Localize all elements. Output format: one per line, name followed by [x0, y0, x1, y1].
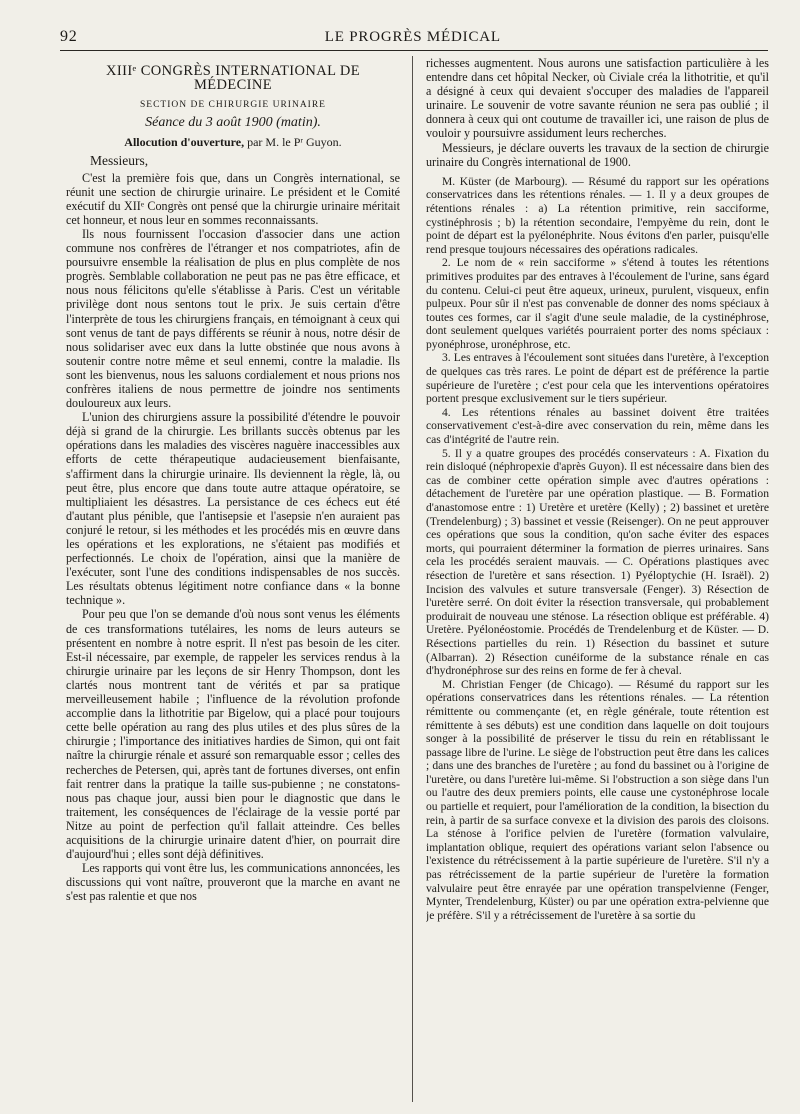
fenger-report: M. Christian Fenger (de Chicago). — Résumé du rapport sur les opérations conservatrices dans les rétentions rénales. — La rétention rémittente ou commençante (et, en règle générale, toute rétention est rémittente à ses débuts) est une condition dans laquelle on doit toujours songer à la possibilité de préserver le tissu du rein en rétablissant le passage libre de l'urine. Le siège de l'obstruction peut être dans les calices ; dans une des branches de l'uretère ; au fond du bassinet ou à l'origine de l'uretère, ou dans l'uretère lui-même. Si l'obstruction a son siège dans l'un ou l'autre des deux premiers points, elle cause une cystonéphrose locale ou partielle et requiert, pour l'amélioration de la condition, la bisection du rein, à partir de sa surface convexe et la division des parois des cloisons. La sténose à l'orifice pelvien de l'uretère (formation valvulaire, implantation oblique, requiert des opérations variant selon l'absence ou l'existence du rétrécissement à la partie supérieure de l'uretère. S'il n'y a pas rétrécissement de la partie supérieur de l'uretère la formation valvulaire peut être enrayée par une opération transpelvienne (Fenger, Mynter, Trendelenburg, Küster) ou par une opération extra-pelvienne que je préfère. S'il y a rétrécissement de l'uretère à sa sortie du [426, 677, 769, 922]
allocution-heading [66, 135, 400, 149]
kuster-report: M. Küster (de Marbourg). — Résumé du rapport sur les opérations conservatrices dans les rétentions rénales. — 1. Il y a deux groupes de rétentions rénales : a) La rétention primitive, rein sacciforme, cystinéphrosis ; b) la rétention secondaire, l'empyème du rein, dont le point de départ est la pyélonéphrite. Nous évitons d'en parler, puisqu'elle rend presque toujours nécessaires des opérations radicales. [426, 174, 769, 256]
right-paragraph: 2. Le nom de « rein sacciforme » s'étend à toutes les rétentions primitives produites par des entraves à l'écoulement de l'urine, sans égard du contenu. Celui-ci peut être aqueux, urineux, purulent, visqueux, enfin pulpeux. Pour sûr il n'est pas convenable de donner des noms spéciaux à toutes ces formes, car il s'agit d'une seule maladie, de la cystinéphrose, dont seulement quelques variétés pourraient porter des noms spéciaux : pyonéphrose, uronéphrose, etc. [426, 256, 769, 351]
right-column [426, 56, 769, 1102]
session-date: Séance du 3 août 1900 (matin). [145, 115, 321, 131]
header-rule [60, 50, 768, 51]
left-paragraph: C'est la première fois que, dans un Congrès international, se réunit une section de chirurgie urinaire. Le président et le Comité exécutif du XIIᵉ Congrès ont pensé que la chirurgie urinaire méritait cet honneur, et nous leur en sommes reconnaissants. [66, 170, 400, 227]
column-divider [412, 56, 413, 1102]
left-paragraph: Ils nous fournissent l'occasion d'associer dans une action commune nos confrères de l'étranger et nos compatriotes, afin de poursuivre ensemble la réalisation de plus en plus complète de nos progrès. Semblable collaboration ne peut pas ne pas être efficace, et nous nous félicitons qu'elle s'établisse à Paris. C'est un véritable privilège dont nous sentons tout le prix. Je suis certain d'être l'interprète de tous les chirurgiens français, en témoignant à ceux qui sont venus de tant de pays différents se réunir à nous, notre désir de nous solidariser avec eux dans la lutte obstinée que nous avons à soutenir contre notre même et seul ennemi, contre la maladie. Ils sont les bienvenus, nous les saluons cordialement et nous prions nos confrères italiens de nous permettre de joindre nos sentiments douloureux aux leurs. [66, 226, 400, 411]
right-paragraph: Messieurs, je déclare ouverts les travaux de la section de chirurgie urinaire du Congrès international de 1900. [426, 140, 769, 169]
left-column [66, 56, 400, 1102]
right-paragraph: 3. Les entraves à l'écoulement sont situées dans l'uretère, à l'exception de quelques cas très rares. Le point de départ est de préférence la partie supérieure de l'uretère ; c'est pour cela que les interventions opératoires portent presque exclusivement sur le tiers supérieur. [426, 351, 769, 406]
allocution-label: Allocution d'ouverture, [124, 135, 245, 150]
running-header [60, 22, 768, 46]
right-paragraph: 5. Il y a quatre groupes des procédés conservateurs : A. Fixation du rein disloqué (néphropexie d'après Guyon). Il est nécessaire dans bien des cas de combiner cette opération simple avec d'autres opérations : détachement de l'uretère par une opération plastique. — B. Formation d'anastomose entre : 1) Uretère et uretère (Kelly) ; 2) bassinet et uretère (Trendelenburg) ; 3) bassinet et vessie (Reisenger). On ne peut approuver ces opérations que sous la condition, qu'on sache éviter des espaces morts, qui pourraient déterminer la formation de pierres urinaires. Sans cela les procédés seraient mauvais. — C. Opérations plastiques avec résection de l'uretère et sans résection. 1) Pyéloptychie (H. Israël). 2) Incision des valvules et suture transversale (Fenger). 3) Résection de l'uretère serré. On doit éviter la résection transversale, qui probablement produirait de nouveau une sténose. La résection oblique est préférable. 4) Uretère. Pyélonéostomie. Procédés de Trendelenburg et de Küster. — D. Résections partielles du rein. 1) Résection du bassinet et suture (Albarran). 2) Résection cunéiforme de la substance rénale en cas d'hydronéphrose sur des reins en forme de fer à cheval. [426, 446, 769, 678]
left-paragraph: Pour peu que l'on se demande d'où nous sont venus les éléments de ces transformations tutélaires, les noms de leurs auteurs se présentent en nombre à notre esprit. Il n'est pas besoin de les citer. Est-il nécessaire, par exemple, de rappeler les services rendus à la chirurgie urinaire par les leçons de sir Henry Thompson, dont les clartés nous montrent tant de vérités et par sa pratique merveilleusement habile ; l'influence de la révolution profonde accomplie dans la lithotritie par Bigelow, qui a placé pour toujours cette belle opération au rang des plus utiles et des plus sûres de la chirurgie ; l'importance des initiatives hardies de Simon, qui ont fait naître la chirurgie rénale et assuré son remarquable essor ; celles des recherches de Petersen, qui, après tant de fortunes diverses, ont enfin fait rentrer dans la pratique la taille sus-pubienne ; ne constatons-nous pas chaque jour, aussi bien pour le diagnostic que dans le traitement, les conséquences de l'éclairage de la vessie porté par Nitze au point de perfection qu'il fallait atteindre. Ces belles acquisitions de la chirurgie urinaire datent d'hier, on pourrait dire d'aujourd'hui ; elles sont déjà définitives. [66, 607, 400, 862]
journal-title: LE PROGRÈS MÉDICAL [324, 29, 501, 45]
right-paragraph: richesses augmentent. Nous aurons une satisfaction particulière à les entendre dans cet hôpital Necker, où Civiale créa la lithotritie, et qu'il a désigné à ceux qui devaient s'occuper des maladies de l'appareil urinaire. Le souvenir de votre savante réunion ne sera pas oublié ; il donnera à ceux qui ont coutume de travailler ici, une raison de plus de vouloir y poursuivre assidument leurs recherches. [426, 56, 769, 141]
allocution-author: par M. le Pʳ Guyon. [247, 135, 342, 150]
left-paragraph: L'union des chirurgiens assure la possibilité d'étendre le pouvoir déjà si grand de la chirurgie. Les brillants succès obtenus par les opérations dans les maladies des viscères naguère inaccessibles aux efforts de cette thérapeutique audacieusement bienfaisante, s'affirment dans la chirurgie urinaire. Ils deviennent la règle, là, ou peut être, plus encore que dans toute autre attaque opératoire, se multipliaient les désastres. La persistance de ces échecs eut été d'autant plus pénible, que l'antisepsie et l'asepsie n'en auraient pas conjuré le retour, si les méthodes et les procédés mis en œuvre dans les opérations et les explorations, ne s'étaient pas modifiés et perfectionnés. Le choix de l'opération, ainsi que la manière de l'exécuter, sont l'une des conditions indispensables de nos succès. Les résultats obtenus légitiment notre confiance dans « la bonne technique ». [66, 410, 400, 608]
right-paragraph: 4. Les rétentions rénales au bassinet doivent être traitées conservativement c'est-à-dire avec conservation du rein, même dans les cas d'intégrité de l'autre rein. [426, 405, 769, 447]
salutation: Messieurs, [90, 153, 149, 169]
article-title: XIIIᵉ CONGRÈS INTERNATIONAL DE MÉDECINE [106, 63, 360, 94]
page-number: 92 [60, 28, 78, 45]
section-heading: SECTION DE CHIRURGIE URINAIRE [139, 100, 326, 111]
left-paragraph: Les rapports qui vont être lus, les communications annoncées, les discussions qui vont naître, prouveront que la marche en avant ne s'est pas ralentie et que nos [66, 861, 400, 904]
